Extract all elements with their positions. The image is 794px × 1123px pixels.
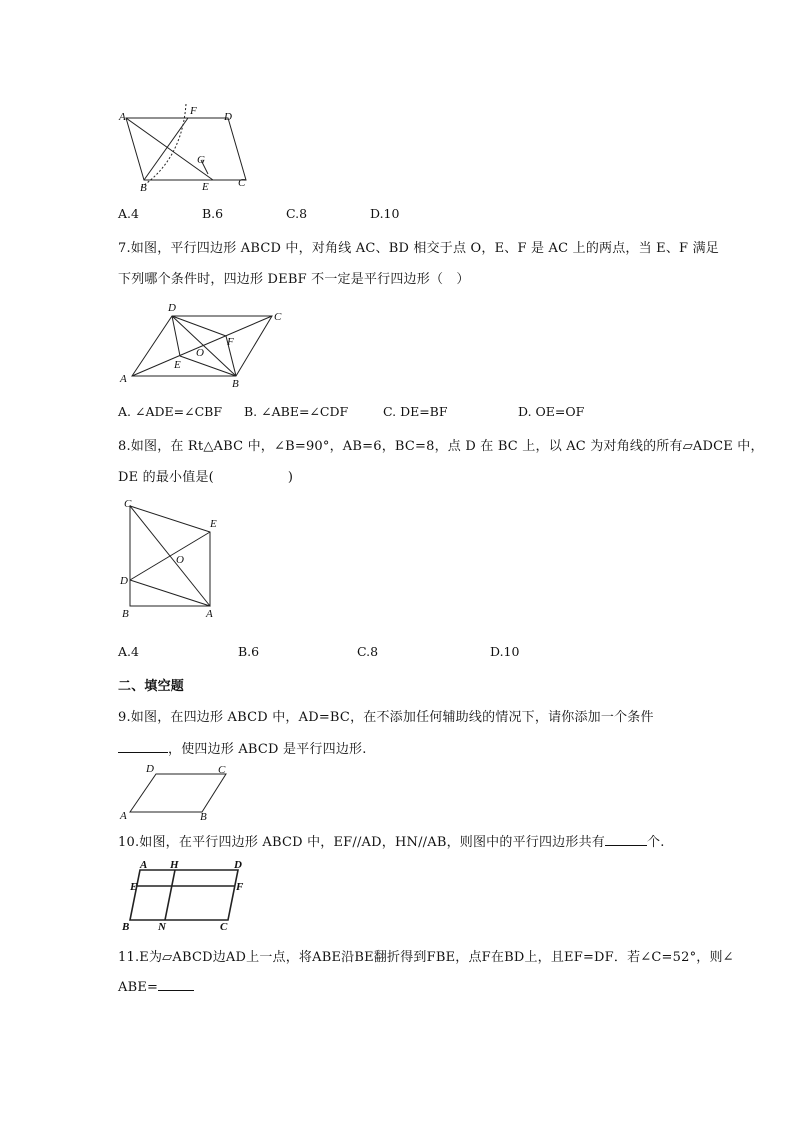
q6-figure: [118, 100, 258, 195]
q7-option-d: D. OE=OF: [518, 404, 585, 419]
q6-label-a: A: [119, 111, 126, 123]
q8-line2-suffix: ): [287, 470, 294, 485]
q6-label-c: C: [238, 177, 246, 189]
q7-figure: [118, 298, 288, 390]
q7-question-line1: 7.如图，平行四边形 ABCD 中，对角线 AC、BD 相交于点 O，E、F 是 AC 上的两点，当 E、F 满足: [118, 241, 720, 256]
q10-label-e: E: [130, 881, 138, 893]
q8-diagonal-de: [130, 532, 210, 580]
q11-line2-prefix: ABE=: [118, 980, 159, 995]
q8-line2-prefix: DE 的最小值是(: [118, 470, 214, 485]
q6-option-d: D.10: [370, 206, 400, 221]
q8-label-c: C: [124, 498, 132, 510]
q8-label-e: E: [210, 518, 217, 530]
q10-line1-suffix: 个.: [647, 835, 665, 850]
q7-label-f: F: [227, 336, 234, 348]
q7-label-e: E: [174, 359, 181, 371]
q7-label-o: O: [196, 347, 204, 359]
q8-question-line2: [118, 466, 293, 485]
q6-line-bf: [144, 118, 188, 180]
q6-line-ae: [126, 118, 213, 180]
q9-label-d: D: [146, 763, 154, 775]
q7-option-c: C. DE=BF: [383, 404, 448, 419]
q8-question-line1: 8.如图，在 Rt△ABC 中，∠B=90°，AB=6，BC=8，点 D 在 BC 上，以 AC 为对角线的所有▱ADCE 中，: [118, 439, 764, 454]
q10-label-h: H: [170, 859, 179, 871]
q7-diagonal-ac: [132, 316, 272, 376]
q9-figure: [118, 762, 238, 822]
q6-option-b: B.6: [202, 206, 224, 221]
q9-label-a: A: [120, 810, 127, 822]
q10-label-f: F: [236, 881, 244, 893]
q9-question-line2: [118, 738, 367, 757]
q7-option-a: A. ∠ADE=∠CBF: [118, 404, 222, 419]
q7-label-c: C: [274, 311, 282, 323]
q9-line2-suffix: ，使四边形 ABCD 是平行四边形.: [168, 742, 367, 757]
q7-line-df: [172, 316, 226, 336]
q6-parallelogram: [126, 118, 246, 180]
q10-parallelogram: [130, 870, 238, 920]
q11-question-line2: [118, 978, 194, 995]
q6-label-b: B: [140, 182, 147, 194]
q6-label-e: E: [202, 181, 209, 193]
q10-label-d: D: [234, 859, 242, 871]
q8-option-a: A.4: [118, 644, 139, 659]
q10-line-hn: [165, 870, 175, 920]
q7-option-b: B. ∠ABE=∠CDF: [244, 404, 349, 419]
section-title-fill-in: 二、填空题: [118, 679, 185, 694]
q10-question-line1: [118, 831, 665, 850]
q10-label-c: C: [220, 921, 228, 932]
q10-label-a: A: [140, 859, 148, 871]
q8-option-b: B.6: [238, 644, 260, 659]
q10-label-b: B: [122, 921, 130, 932]
q9-question-line1: 9.如图，在四边形 ABCD 中，AD=BC，在不添加任何辅助线的情况下，请你添加一个条件: [118, 710, 654, 725]
q7-label-d: D: [168, 302, 176, 314]
q8-label-d: D: [120, 575, 128, 587]
q9-label-c: C: [218, 764, 226, 776]
q8-label-o: O: [176, 554, 184, 566]
q10-figure: [118, 858, 258, 932]
q6-label-g: G: [197, 154, 205, 166]
q6-option-c: C.8: [286, 206, 308, 221]
q11-question-line1: 11.E为▱ABCD边AD上一点，将ABE沿BE翻折得到FBE，点F在BD上，且EF=DF．若∠C=52°，则∠: [118, 950, 734, 965]
q8-label-a: A: [206, 608, 213, 620]
q7-label-b: B: [232, 378, 239, 390]
q6-label-d: D: [224, 111, 232, 123]
q6-label-f: F: [190, 105, 197, 117]
q10-line1-prefix: 10.如图，在平行四边形 ABCD 中，EF//AD，HN//AB，则图中的平行四边形共有: [118, 835, 605, 850]
q10-label-n: N: [158, 921, 166, 932]
q7-label-a: A: [120, 373, 127, 385]
q7-question-line2: 下列哪个条件时，四边形 DEBF 不一定是平行四边形（ ）: [118, 272, 470, 287]
q9-parallelogram: [130, 774, 226, 812]
q8-label-b: B: [122, 608, 129, 620]
q11-answer-blank[interactable]: [158, 978, 194, 991]
q9-label-b: B: [200, 811, 207, 822]
q8-option-d: D.10: [490, 644, 520, 659]
q8-option-c: C.8: [357, 644, 379, 659]
q10-answer-blank[interactable]: [605, 833, 647, 846]
q7-line-eb: [180, 356, 236, 376]
q9-answer-blank[interactable]: [118, 740, 168, 753]
q6-option-a: A.4: [118, 206, 139, 221]
q8-figure: [118, 496, 228, 622]
